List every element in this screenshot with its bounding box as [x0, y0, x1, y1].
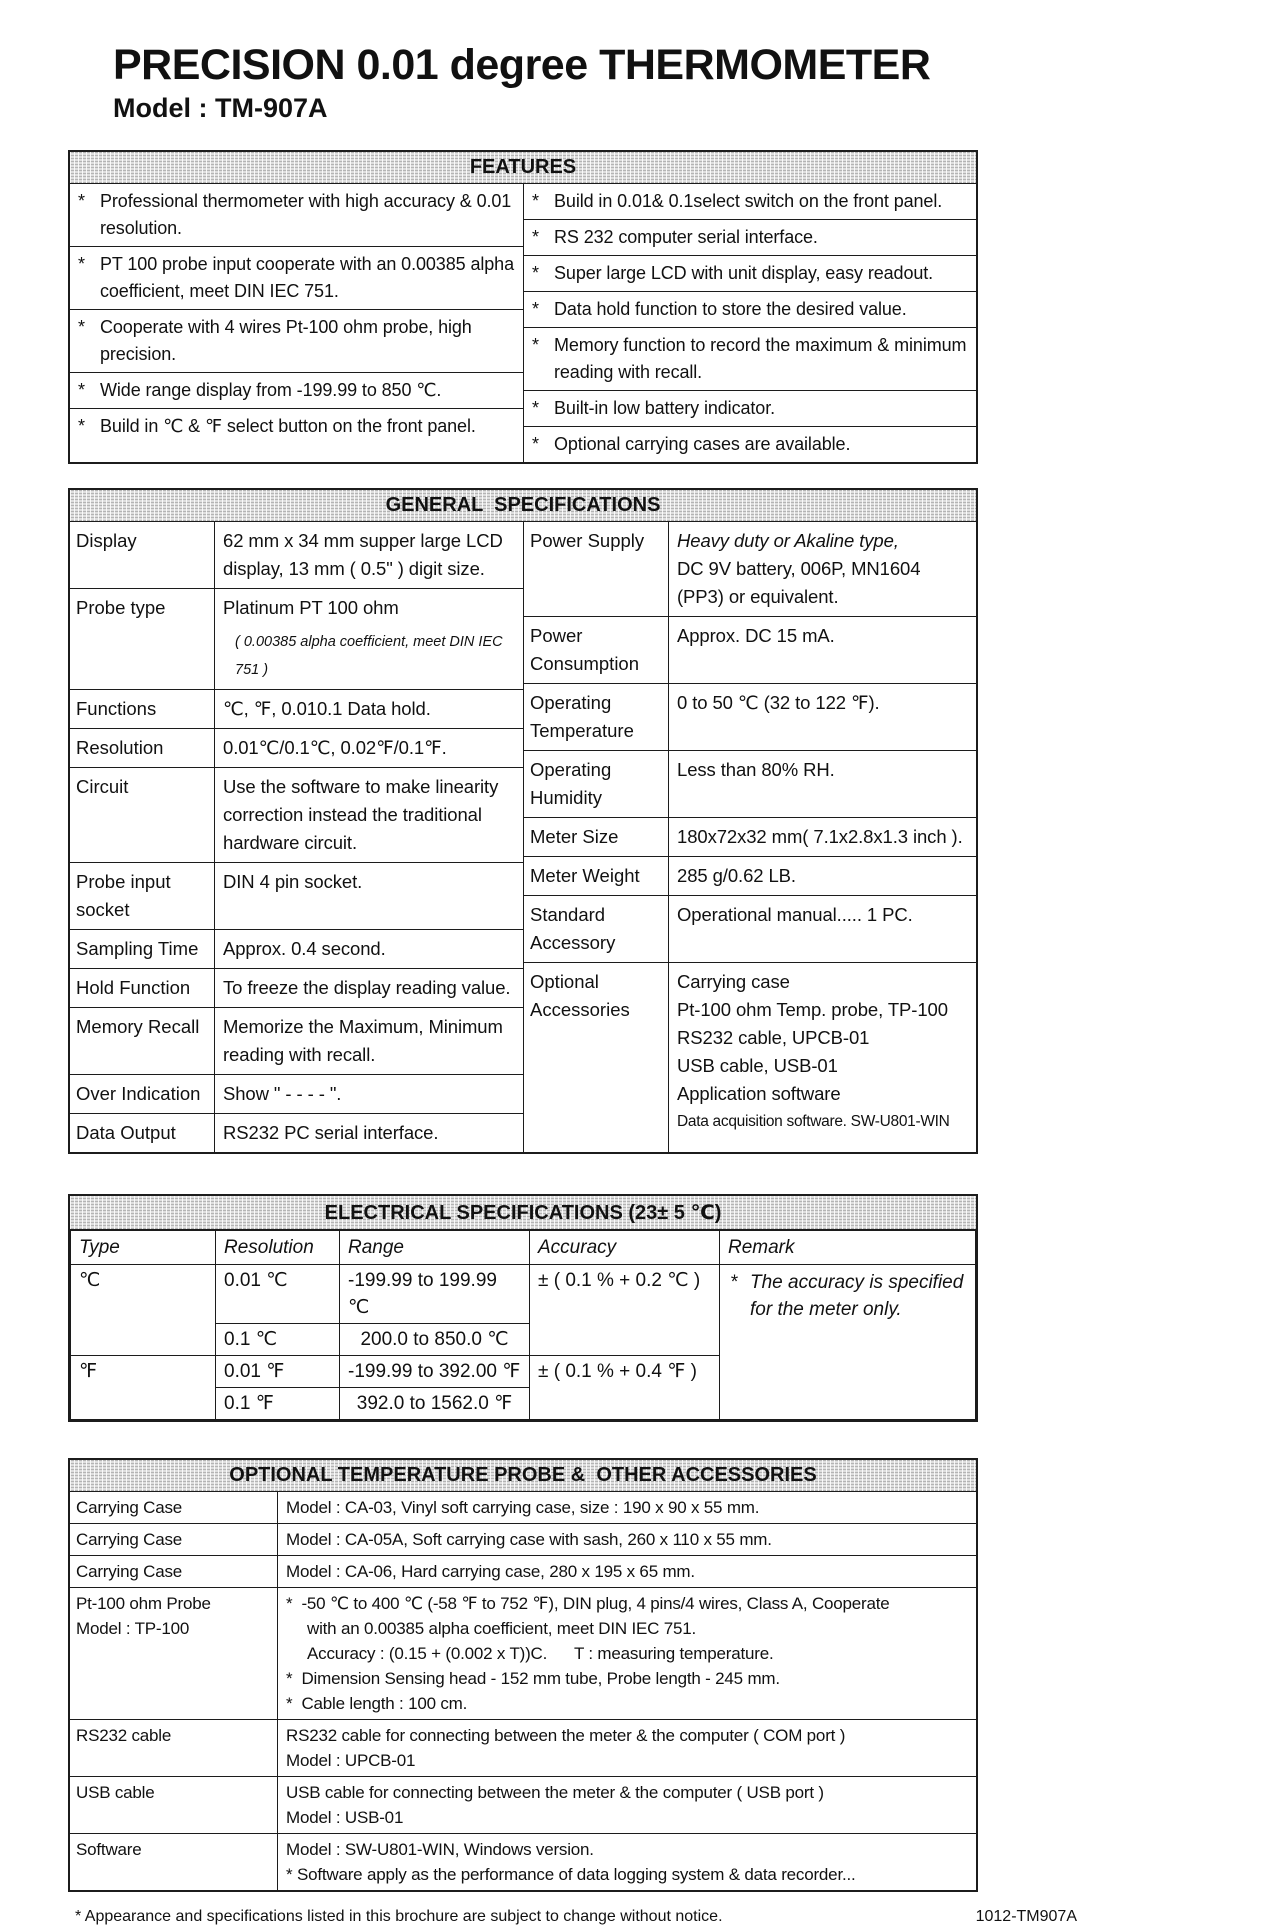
accessory-value: [278, 1492, 976, 1523]
spec-label: Over Indication: [70, 1075, 215, 1113]
spec-row: [524, 896, 976, 963]
spec-label: Power Supply: [524, 522, 669, 616]
spec-value: Memorize the Maximum, Minimum reading with recall.: [223, 1016, 503, 1066]
spec-row: [70, 522, 523, 589]
accessory-line: Pt-100 ohm Temp. probe, TP-100: [677, 999, 948, 1021]
spec-value-italic: Heavy duty or Akaline type,: [677, 530, 899, 552]
feature-item: [524, 427, 976, 462]
feature-item: [524, 391, 976, 427]
accessory-line: RS232 cable for connecting between the meter & the computer ( COM port ): [286, 1726, 846, 1746]
spec-label: Memory Recall: [70, 1008, 215, 1074]
spec-label: Functions: [70, 690, 215, 728]
electrical-specs-section: [68, 1194, 978, 1422]
bullet-star: *: [78, 191, 86, 212]
spec-value: [669, 522, 976, 616]
accessory-line: Accuracy : (0.15 + (0.002 x T))C. T : measuring temperature.: [307, 1644, 774, 1664]
accessory-line: * Dimension Sensing head - 152 mm tube, Probe length - 245 mm.: [286, 1669, 780, 1689]
feature-text: Professional thermometer with high accuracy & 0.01 resolution.: [100, 191, 512, 239]
accessory-line: Model : USB-01: [286, 1808, 404, 1828]
accessory-value: [278, 1556, 976, 1587]
features-left-column: [70, 184, 523, 462]
accessory-value: [278, 1720, 976, 1776]
range-cell: -199.99 to 392.00 ℉: [340, 1356, 530, 1388]
feature-text: Built-in low battery indicator.: [554, 398, 776, 419]
feature-text: PT 100 probe input cooperate with an 0.00385 alpha coefficient, meet DIN IEC 751.: [100, 254, 514, 302]
spec-value: To freeze the display reading value.: [223, 977, 511, 999]
optional-accessories-header: OPTIONAL TEMPERATURE PROBE & OTHER ACCESSORIES: [70, 1460, 976, 1492]
accessory-line: Carrying case: [677, 971, 790, 993]
bullet-star: *: [532, 434, 540, 455]
spec-row: [70, 729, 523, 768]
feature-item: [70, 310, 523, 373]
range-cell: 392.0 to 1562.0 ℉: [340, 1388, 530, 1420]
accessory-row: [70, 1720, 976, 1777]
feature-item: [524, 328, 976, 391]
column-header-range: Range: [340, 1231, 530, 1265]
bullet-star: *: [532, 398, 540, 419]
accessory-line: Model : SW-U801-WIN, Windows version.: [286, 1840, 594, 1860]
bullet-star: *: [730, 1272, 738, 1294]
spec-label: Data Output: [70, 1114, 215, 1152]
bullet-star: *: [78, 380, 86, 401]
spec-label: Circuit: [70, 768, 215, 862]
spec-row: [524, 963, 976, 1152]
accessory-label: Carrying Case: [70, 1556, 278, 1587]
feature-item: [524, 292, 976, 328]
bullet-star: *: [532, 335, 540, 356]
accessory-line: Model : UPCB-01: [286, 1751, 416, 1771]
accessory-value: [278, 1588, 976, 1719]
accessory-line: * Cable length : 100 cm.: [286, 1694, 468, 1714]
accessory-row: [70, 1524, 976, 1556]
remark-cell: [720, 1265, 976, 1420]
spec-row: [70, 1008, 523, 1075]
general-specs-body: [70, 522, 976, 1152]
spec-label: Meter Weight: [524, 857, 669, 895]
spec-label: Display: [70, 522, 215, 588]
spec-row: [70, 930, 523, 969]
accessory-label: [70, 1588, 278, 1719]
spec-value-text: Platinum PT 100 ohm: [223, 597, 399, 619]
spec-value: Operational manual..... 1 PC.: [677, 904, 913, 926]
doc-code: 1012-TM907A: [975, 1908, 1077, 1926]
features-right-column: [523, 184, 976, 462]
electrical-specs-header: ELECTRICAL SPECIFICATIONS (23± 5 ℃): [70, 1196, 976, 1230]
column-header-resolution: Resolution: [216, 1231, 340, 1265]
spec-row: [524, 522, 976, 617]
bullet-star: *: [532, 263, 540, 284]
accessory-line: Model : CA-06, Hard carrying case, 280 x 195 x 65 mm.: [286, 1562, 695, 1582]
doc-footer: [75, 1908, 1077, 1926]
accessory-value: [278, 1777, 976, 1833]
accessory-label-line: Model : TP-100: [76, 1619, 190, 1639]
general-left-column: [70, 522, 523, 1152]
spec-row: [524, 684, 976, 751]
spec-label: Standard Accessory: [524, 896, 669, 962]
accessory-label-line: Pt-100 ohm Probe: [76, 1594, 211, 1614]
accuracy-cell: ± ( 0.1 % + 0.4 ℉ ): [530, 1356, 720, 1420]
accessory-label: Carrying Case: [70, 1492, 278, 1523]
spec-label: Operating Humidity: [524, 751, 669, 817]
bullet-star: *: [532, 191, 540, 212]
feature-text: Cooperate with 4 wires Pt-100 ohm probe, high precision.: [100, 317, 472, 365]
feature-item: [524, 184, 976, 220]
accessory-line: Model : CA-05A, Soft carrying case with sash, 260 x 110 x 55 mm.: [286, 1530, 772, 1550]
page-title: PRECISION 0.01 degree THERMOMETER: [113, 41, 931, 89]
column-header-accuracy: Accuracy: [530, 1231, 720, 1265]
accessory-line: Model : CA-03, Vinyl soft carrying case, size : 190 x 90 x 55 mm.: [286, 1498, 760, 1518]
feature-text: Data hold function to store the desired value.: [554, 299, 907, 320]
spec-value: 180x72x32 mm( 7.1x2.8x1.3 inch ).: [677, 826, 963, 848]
accessory-label: Carrying Case: [70, 1524, 278, 1555]
bullet-star: *: [78, 317, 86, 338]
features-header: FEATURES: [70, 152, 976, 184]
spec-label: Optional Accessories: [524, 963, 669, 1152]
bullet-star: *: [532, 299, 540, 320]
accessory-line: USB cable, USB-01: [677, 1055, 838, 1077]
footer-note: * Appearance and specifications listed in this brochure are subject to change without notice.: [75, 1908, 723, 1926]
feature-text: Build in ℃ & ℉ select button on the front panel.: [100, 416, 476, 437]
accessory-line: with an 0.00385 alpha coefficient, meet DIN IEC 751.: [307, 1619, 697, 1639]
spec-value: RS232 PC serial interface.: [223, 1122, 439, 1144]
feature-text: Memory function to record the maximum & minimum reading with recall.: [554, 335, 967, 383]
feature-item: [70, 409, 523, 462]
spec-value: Show " - - - - ".: [223, 1083, 342, 1105]
spec-label: Hold Function: [70, 969, 215, 1007]
range-cell: 200.0 to 850.0 ℃: [340, 1324, 530, 1356]
accessory-label: Software: [70, 1834, 278, 1890]
accessory-line: USB cable for connecting between the meter & the computer ( USB port ): [286, 1783, 824, 1803]
spec-row: [524, 818, 976, 857]
spec-label: Meter Size: [524, 818, 669, 856]
feature-text: RS 232 computer serial interface.: [554, 227, 818, 248]
spec-value: [215, 589, 523, 689]
resolution-cell: 0.1 ℉: [216, 1388, 340, 1420]
feature-text: Optional carrying cases are available.: [554, 434, 851, 455]
spec-value: 0 to 50 ℃ (32 to 122 ℉).: [677, 692, 880, 714]
spec-row: [70, 863, 523, 930]
type-cell: ℉: [71, 1356, 216, 1420]
spec-note: ( 0.00385 alpha coefficient, meet DIN IEC 751 ): [235, 634, 503, 679]
spec-label: Probe input socket: [70, 863, 215, 929]
spec-value: 62 mm x 34 mm supper large LCD display, 13 mm ( 0.5" ) digit size.: [223, 530, 503, 580]
accessory-row: [70, 1556, 976, 1588]
electrical-header-row: [71, 1231, 976, 1265]
accessory-line: Application software: [677, 1083, 841, 1105]
spec-value: 285 g/0.62 LB.: [677, 865, 796, 887]
column-header-remark: Remark: [720, 1231, 976, 1265]
spec-label: Power Consumption: [524, 617, 669, 683]
resolution-cell: 0.1 ℃: [216, 1324, 340, 1356]
accessory-value: [278, 1834, 976, 1890]
model-number: Model : TM-907A: [113, 93, 328, 124]
spec-row: [70, 1075, 523, 1114]
spec-value-text: DC 9V battery, 006P, MN1604 (PP3) or equivalent.: [677, 558, 921, 608]
accessory-row: [70, 1588, 976, 1720]
general-specs-section: [68, 488, 978, 1154]
spec-row: [524, 751, 976, 818]
spec-row: [70, 1114, 523, 1152]
feature-item: [70, 184, 523, 247]
spec-value: ℃, ℉, 0.010.1 Data hold.: [223, 698, 431, 720]
accessory-value: [278, 1524, 976, 1555]
bullet-star: *: [532, 227, 540, 248]
spec-value: [669, 963, 976, 1152]
general-right-column: [523, 522, 976, 1152]
spec-value: Use the software to make linearity correction instead the traditional hardware circuit.: [223, 776, 499, 854]
spec-row: [70, 589, 523, 690]
features-body: [70, 184, 976, 462]
resolution-cell: 0.01 ℉: [216, 1356, 340, 1388]
column-header-type: Type: [71, 1231, 216, 1265]
spec-value: 0.01℃/0.1℃, 0.02℉/0.1℉.: [223, 737, 447, 759]
spec-value: DIN 4 pin socket.: [223, 871, 363, 893]
spec-row: [70, 768, 523, 863]
accessory-line: * Software apply as the performance of data logging system & data recorder...: [286, 1865, 856, 1885]
spec-value: Approx. 0.4 second.: [223, 938, 386, 960]
accessory-row: [70, 1777, 976, 1834]
feature-item: [524, 220, 976, 256]
spec-value: Less than 80% RH.: [677, 759, 835, 781]
spec-label: Operating Temperature: [524, 684, 669, 750]
range-cell: -199.99 to 199.99 ℃: [340, 1265, 530, 1324]
accessory-line: Data acquisition software. SW-U801-WIN: [677, 1113, 950, 1131]
spec-label: Probe type: [70, 589, 215, 689]
feature-text: Wide range display from -199.99 to 850 ℃.: [100, 380, 442, 401]
resolution-cell: 0.01 ℃: [216, 1265, 340, 1324]
accessory-label: RS232 cable: [70, 1720, 278, 1776]
accessory-row: [70, 1834, 976, 1890]
spec-row: [524, 857, 976, 896]
feature-item: [70, 373, 523, 409]
doc-header: [113, 42, 1262, 124]
spec-value: Approx. DC 15 mA.: [677, 625, 835, 647]
accessory-line: * -50 ℃ to 400 ℃ (-58 ℉ to 752 ℉), DIN plug, 4 pins/4 wires, Class A, Cooperate: [286, 1594, 890, 1614]
spec-row: [70, 969, 523, 1008]
remark-text: The accuracy is specified for the meter only.: [750, 1272, 964, 1321]
optional-accessories-section: [68, 1458, 978, 1892]
accessory-line: RS232 cable, UPCB-01: [677, 1027, 870, 1049]
general-specs-header: GENERAL SPECIFICATIONS: [70, 490, 976, 522]
features-section: [68, 150, 978, 464]
electrical-row: [71, 1265, 976, 1324]
bullet-star: *: [78, 254, 86, 275]
spec-label: Resolution: [70, 729, 215, 767]
spec-row: [70, 690, 523, 729]
feature-text: Build in 0.01& 0.1select switch on the front panel.: [554, 191, 943, 212]
spec-row: [524, 617, 976, 684]
electrical-specs-table: [70, 1230, 976, 1420]
bullet-star: *: [78, 416, 86, 437]
type-cell: ℃: [71, 1265, 216, 1356]
feature-item: [70, 247, 523, 310]
feature-item: [524, 256, 976, 292]
accessory-row: [70, 1492, 976, 1524]
feature-text: Super large LCD with unit display, easy readout.: [554, 263, 934, 284]
spec-label: Sampling Time: [70, 930, 215, 968]
accuracy-cell: ± ( 0.1 % + 0.2 ℃ ): [530, 1265, 720, 1356]
accessory-label: USB cable: [70, 1777, 278, 1833]
